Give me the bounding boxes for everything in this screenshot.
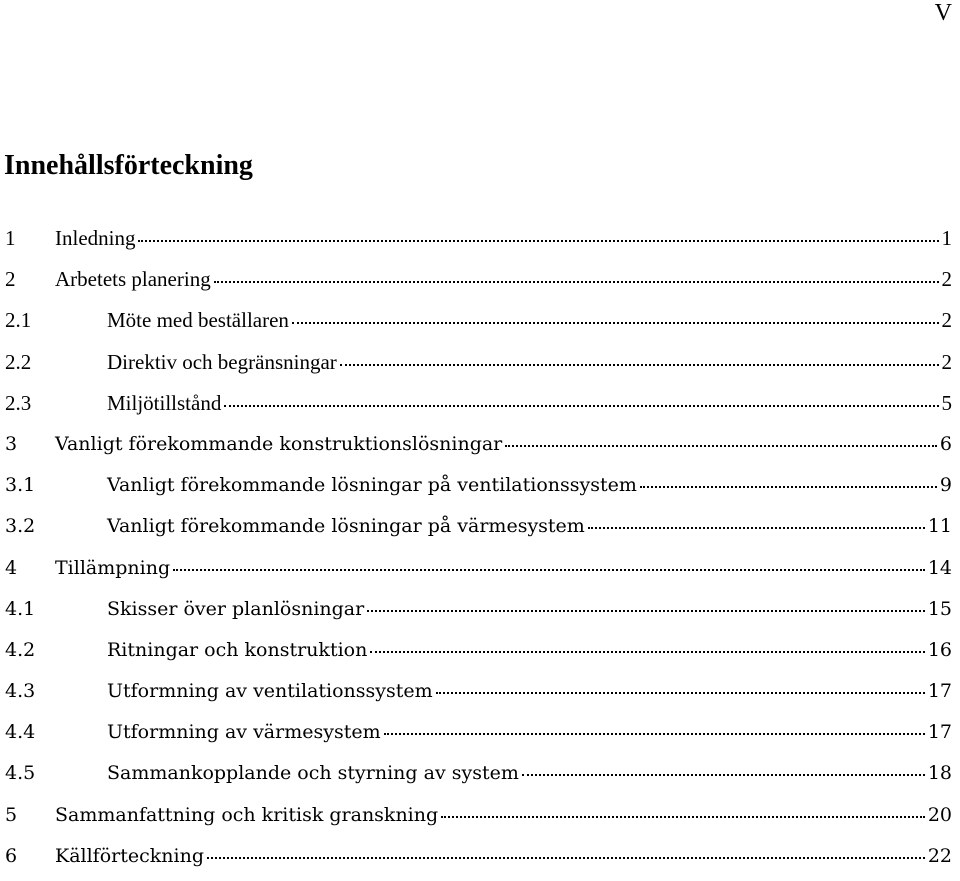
toc-entry-page: 15 — [927, 597, 952, 620]
toc-entry-number: 6 — [5, 844, 18, 867]
toc-entry-label: Vanligt förekommande konstruktionslösningar — [55, 432, 503, 455]
toc-entry-label: Tillämpning — [55, 556, 171, 579]
toc-entry-page: 1 — [941, 226, 952, 250]
toc-entry-label: Utformning av ventilationssystem — [107, 680, 433, 703]
toc-entry[interactable] — [5, 428, 952, 469]
toc-entry-label: Utformning av värmesystem — [107, 721, 381, 744]
toc-entry[interactable] — [5, 346, 952, 387]
toc-entry-number: 2 — [5, 267, 16, 292]
toc-dot-leader — [367, 610, 925, 612]
toc-entry[interactable] — [5, 593, 952, 634]
toc-entry-number: 2.3 — [5, 390, 32, 415]
toc-entry-number: 2.1 — [5, 308, 32, 333]
toc-entry-label: Sammankopplande och styrning av system — [107, 762, 519, 785]
toc-entry[interactable] — [5, 510, 952, 551]
toc-entry[interactable] — [5, 675, 952, 716]
toc-entry-page: 16 — [927, 638, 952, 661]
toc-entry-page: 22 — [927, 844, 952, 867]
toc-dot-leader — [173, 569, 925, 571]
toc-entry-label: Direktiv och begränsningar — [107, 349, 337, 374]
toc-entry-number: 4.2 — [5, 638, 36, 661]
toc-entry-page: 2 — [941, 267, 952, 292]
toc-entry[interactable] — [5, 304, 952, 345]
toc-entry-page: 17 — [927, 680, 952, 703]
toc-dot-leader — [214, 281, 939, 283]
toc-entry-label: Källförteckning — [55, 844, 204, 867]
toc-entry[interactable] — [5, 387, 952, 428]
toc-entry-number: 4.5 — [5, 762, 36, 785]
toc-entry[interactable] — [5, 263, 952, 304]
toc-entry[interactable] — [5, 757, 952, 798]
toc-entry-number: 3 — [5, 432, 18, 455]
toc-entry-label: Vanligt förekommande lösningar på ventilationssystem — [107, 474, 637, 497]
toc-entry-label: Inledning — [55, 226, 136, 250]
toc-entry-number: 4.1 — [5, 597, 36, 620]
toc-entry-page: 18 — [927, 762, 952, 785]
toc-entry[interactable] — [5, 634, 952, 675]
toc-entry-label: Ritningar och konstruktion — [107, 638, 368, 661]
toc-entry-label: Miljötillstånd — [107, 390, 222, 415]
toc-entry-page: 11 — [927, 515, 952, 538]
toc-entry-label: Sammanfattning och kritisk granskning — [55, 803, 439, 826]
toc-entry-page: 20 — [927, 803, 952, 826]
toc-entry-page: 2 — [941, 308, 952, 333]
toc-entry-label: Möte med beställaren — [107, 308, 289, 333]
toc-dot-leader — [224, 405, 938, 407]
toc-dot-leader — [505, 445, 937, 447]
toc-entry-page: 6 — [939, 432, 952, 455]
toc-entry[interactable] — [5, 552, 952, 593]
toc-entry-page: 2 — [941, 349, 952, 374]
toc-entry-label: Vanligt förekommande lösningar på värmesystem — [107, 515, 585, 538]
toc-dot-leader — [640, 486, 937, 488]
toc-entry[interactable] — [5, 840, 952, 881]
toc-entry[interactable] — [5, 222, 952, 263]
toc-entry-page: 5 — [941, 390, 952, 415]
toc-dot-leader — [340, 364, 939, 366]
toc-entry-number: 3.1 — [5, 474, 36, 497]
toc-dot-leader — [436, 692, 925, 694]
toc-dot-leader — [370, 651, 924, 653]
toc-entry-number: 5 — [5, 803, 18, 826]
toc-entry-number: 4.4 — [5, 721, 36, 744]
toc-dot-leader — [292, 322, 939, 324]
toc-dot-leader — [384, 733, 925, 735]
toc-entry-number: 4 — [5, 556, 18, 579]
toc-entry-label: Skisser över planlösningar — [107, 597, 365, 620]
toc-dot-leader — [441, 816, 925, 818]
toc-entry-page: 14 — [927, 556, 952, 579]
toc-entry[interactable] — [5, 799, 952, 840]
page-number: V — [934, 0, 952, 26]
toc-dot-leader — [522, 774, 925, 776]
toc-entry[interactable] — [5, 469, 952, 510]
toc-entry-number: 1 — [5, 226, 16, 250]
toc-entry-number: 4.3 — [5, 680, 36, 703]
toc-title: Innehållsförteckning — [4, 150, 253, 181]
toc-entry-number: 3.2 — [5, 515, 36, 538]
toc-entry-number: 2.2 — [5, 349, 32, 374]
toc-list — [5, 222, 952, 881]
toc-entry-label: Arbetets planering — [55, 267, 211, 292]
toc-entry[interactable] — [5, 716, 952, 757]
toc-entry-page: 9 — [939, 474, 952, 497]
toc-dot-leader — [588, 527, 925, 529]
toc-entry-page: 17 — [927, 721, 952, 744]
toc-dot-leader — [138, 240, 938, 242]
toc-dot-leader — [207, 857, 925, 859]
